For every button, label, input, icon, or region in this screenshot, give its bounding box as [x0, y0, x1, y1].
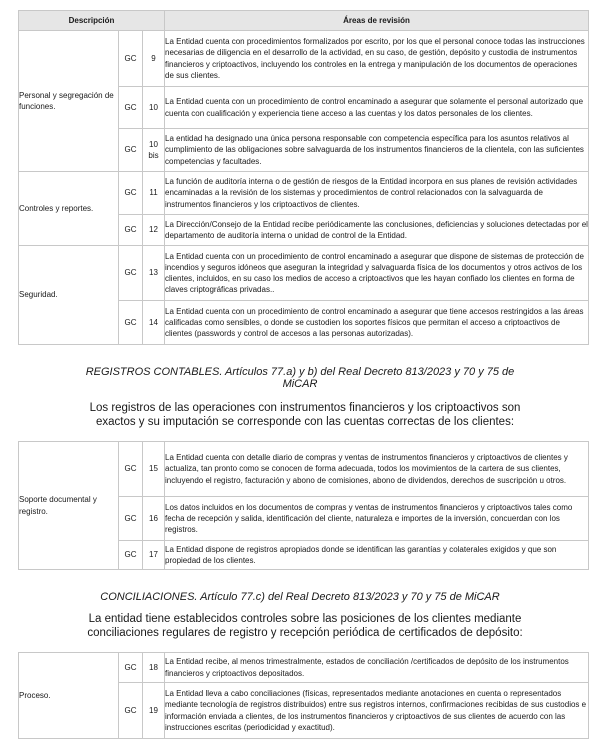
gc-code: GC — [119, 653, 143, 683]
review-table-personal-controles-seguridad — [18, 10, 589, 345]
item-number: 10 — [143, 87, 165, 129]
item-number: 12 — [143, 215, 165, 246]
item-text: La Dirección/Consejo de la Entidad recibe periódicamente las conclusiones, deficiencias y soluciones detectadas por el departamento de auditoría interna o unidad de control de la Entidad. — [165, 215, 589, 246]
item-text: La Entidad cuenta con un procedimiento de control encaminado a asegurar que dispone de sistemas de protección de incendios y seguros idóneos que aseguran la integridad y salvaguarda física de los documentos y otros activos de los clientes, incluidos, en su caso los medios de acceso a criptoactivos que les hayan confiado los clientes en forma de claves criptográficas privadas.. — [165, 246, 589, 301]
table-row — [19, 442, 589, 497]
gc-code: GC — [119, 172, 143, 215]
item-text: La Entidad cuenta con un procedimiento de control encaminado a asegurar que tiene accesos restringidos a las áreas calificadas como sensibles, o donde se custodien los soportes físicos que permitan el acceso a criptoactivos de clientes (passwords y control de accesos a las personas autorizadas). — [165, 301, 589, 345]
gc-code: GC — [119, 442, 143, 497]
review-table-proceso — [18, 652, 589, 739]
item-text: Los datos incluidos en los documentos de compras y ventas de instrumentos financieros y criptoactivos tales como fecha de recepción y salida, identificación del cliente, naturaleza e importes de la inversión, concuerdan con los registros. — [165, 497, 589, 541]
table-row — [19, 31, 589, 87]
table-header-row — [19, 11, 589, 31]
item-number: 11 — [143, 172, 165, 215]
item-number: 13 — [143, 246, 165, 301]
section-intro-registros — [70, 401, 540, 429]
item-text: La Entidad recibe, al menos trimestralmente, estados de conciliación /certificados de depósito de los instrumentos financieros y criptoactivos depositados. — [165, 653, 589, 683]
gc-code: GC — [119, 301, 143, 345]
gc-code: GC — [119, 87, 143, 129]
table-row — [19, 653, 589, 683]
gc-code: GC — [119, 215, 143, 246]
gc-code: GC — [119, 129, 143, 172]
section-title-line: CONCILIACIONES. Artículo 77.c) del Real Decreto 813/2023 y 70 y 75 de MiCAR — [100, 591, 500, 603]
item-text: La Entidad lleva a cabo conciliaciones (físicas, representados mediante anotaciones en cuenta o representados mediante tecnología de registros distribuidos) entre sus registros internos, confirmaciones recibidas de sus custodios e información enviada a clientes, de los instrumentos financieros y criptoactivos de sus clientes de acuerdo con las instrucciones escritas (periodicidad y exactitud). — [165, 683, 589, 739]
area-label: Seguridad. — [19, 246, 119, 345]
item-number: 19 — [143, 683, 165, 739]
table-row — [19, 172, 589, 215]
item-text: La entidad ha designado una única persona responsable con competencia específica para los asuntos relativos al cumplimiento de las obligaciones sobre salvaguarda de los instrumentos financieros de la clientela, con las suficientes competencias y facultades. — [165, 129, 589, 172]
item-text: La Entidad dispone de registros apropiados donde se identifican las garantías y colaterales exigidos y que son propiedad de los clientes. — [165, 541, 589, 570]
area-label: Controles y reportes. — [19, 172, 119, 246]
area-label: Personal y segregación de funciones. — [19, 31, 119, 172]
item-number: 15 — [143, 442, 165, 497]
section-title-conciliaciones — [60, 591, 540, 603]
area-label: Soporte documental y registro. — [19, 442, 119, 570]
gc-code: GC — [119, 31, 143, 87]
item-number: 14 — [143, 301, 165, 345]
item-text: La Entidad cuenta con detalle diario de compras y ventas de instrumentos financieros y criptoactivos de clientes y actualiza, tan pronto como se conocen de forma adecuada, todos los movimientos de la cartera de sus clientes, incluyendo el registro, facturación y abono de comisiones, abono de dividendos, derechos de suscripción u otros. — [165, 442, 589, 497]
item-text: La función de auditoría interna o de gestión de riesgos de la Entidad incorpora en sus planes de revisión actividades encaminadas a la revisión de los sistemas y procedimientos de control relacionados con la salvaguarda de instrumentos financieros y los criptoactivos de clientes. — [165, 172, 589, 215]
header-areas-revision: Áreas de revisión — [165, 11, 589, 31]
item-number: 16 — [143, 497, 165, 541]
item-number: 10 bis — [143, 129, 165, 172]
header-descripcion: Descripción — [19, 11, 165, 31]
section-title-line: MiCAR — [282, 378, 318, 390]
review-table-soporte-documental — [18, 441, 589, 570]
section-intro-line: exactos y su imputación se corresponde con las cuentas correctas de los clientes: — [95, 416, 515, 428]
item-number: 17 — [143, 541, 165, 570]
section-title-line: REGISTROS CONTABLES. Artículos 77.a) y b) del Real Decreto 813/2023 y 70 y 75 de — [85, 366, 515, 378]
area-label: Proceso. — [19, 653, 119, 739]
section-title-registros-contables — [60, 366, 540, 390]
gc-code: GC — [119, 541, 143, 570]
item-number: 18 — [143, 653, 165, 683]
gc-code: GC — [119, 497, 143, 541]
section-intro-line: conciliaciones regulares de registro y recepción periódica de certificados de depósito: — [87, 627, 523, 639]
section-intro-conciliaciones — [70, 612, 540, 640]
section-intro-line: La entidad tiene establecidos controles sobre las posiciones de los clientes mediante — [88, 613, 522, 625]
item-number: 9 — [143, 31, 165, 87]
table-row — [19, 246, 589, 301]
gc-code: GC — [119, 683, 143, 739]
section-intro-line: Los registros de las operaciones con instrumentos financieros y los criptoactivos son — [89, 402, 521, 414]
gc-code: GC — [119, 246, 143, 301]
item-text: La Entidad cuenta con un procedimiento de control encaminado a asegurar que solamente el personal autorizado que cuenta con cualificación y experiencia tiene acceso a las cuentas y los datos personales de los clientes. — [165, 87, 589, 129]
item-text: La Entidad cuenta con procedimientos formalizados por escrito, por los que el personal conoce todas las instrucciones necesarias de diligencia en el desarrollo de la actividad, en su caso, de gestión, depósito y custodia de instrumentos financieros y criptoactivos, incluyendo los controles en la entrega y manipulación de los documentos de operaciones de sus clientes. — [165, 31, 589, 87]
